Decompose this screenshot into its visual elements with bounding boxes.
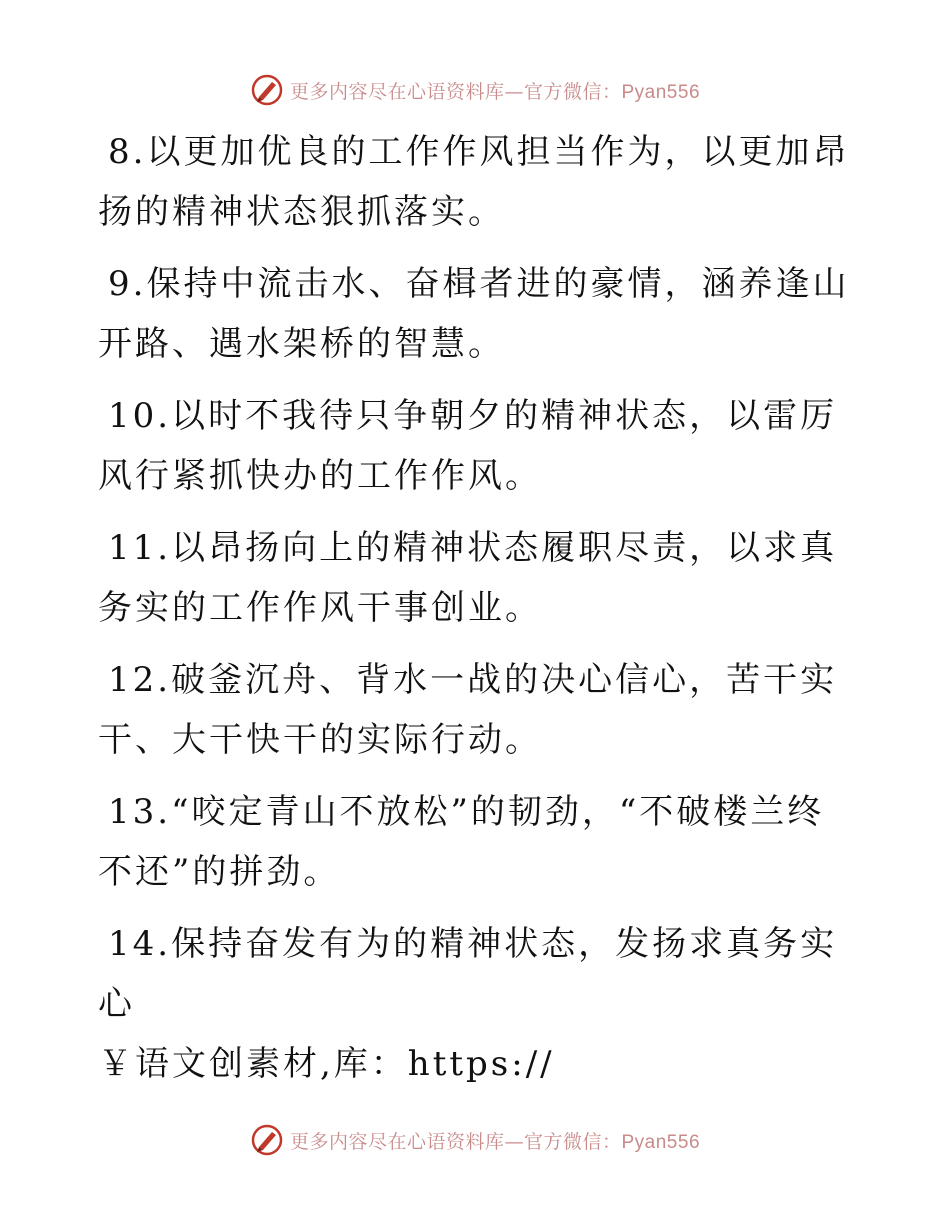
source-line: ￥语文创素材,库：https:// bbox=[98, 1044, 555, 1084]
pen-logo-icon bbox=[250, 73, 284, 107]
paragraph-14: 14.保持奋发有为的精神状态，发扬求真务实心 bbox=[98, 924, 838, 1024]
paragraph-13: 13.“咬定青山不放松”的韧劲，“不破楼兰终不还”的拼劲。 bbox=[98, 792, 825, 892]
paragraph-9: 9.保持中流击水、奋楫者进的豪情，涵养逢山开路、遇水架桥的智慧。 bbox=[98, 264, 850, 364]
header-watermark bbox=[0, 70, 950, 110]
footer-watermark bbox=[0, 1120, 950, 1160]
paragraph-10: 10.以时不我待只争朝夕的精神状态，以雷厉风行紧抓快办的工作作风。 bbox=[98, 396, 838, 496]
watermark-text: 更多内容尽在心语资料库—官方微信：Pyan556 bbox=[289, 80, 701, 103]
paragraph-11: 11.以昂扬向上的精神状态履职尽责，以求真务实的工作作风干事创业。 bbox=[98, 528, 838, 628]
paragraph-8: 8.以更加优良的工作作风担当作为，以更加昂扬的精神状态狠抓落实。 bbox=[98, 132, 850, 232]
paragraph-12: 12.破釜沉舟、背水一战的决心信心，苦干实干、大干快干的实际行动。 bbox=[98, 660, 838, 760]
document-body bbox=[98, 122, 858, 1106]
pen-logo-icon bbox=[250, 1123, 284, 1157]
watermark-text: 更多内容尽在心语资料库—官方微信：Pyan556 bbox=[289, 1130, 701, 1153]
